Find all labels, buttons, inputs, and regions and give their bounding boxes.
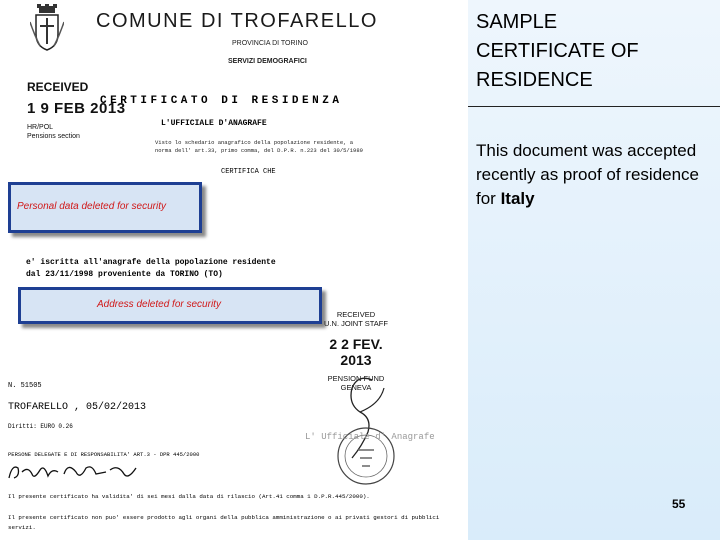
iscritta-line1: e' iscritta all'anagrafe della popolazione residente (26, 258, 276, 267)
validity-note: Il presente certificato ha validita' di sei mesi dalla data di rilascio (Art.41 comma 1 D.P.R.445/2000). (8, 493, 370, 500)
personal-data-redaction (8, 182, 202, 233)
received-stamp (27, 80, 126, 141)
address-redaction-text: Address deleted for security (97, 299, 221, 310)
comune-title: COMUNE DI TROFARELLO (96, 10, 378, 32)
received-line1: HR/POL (27, 124, 54, 131)
certificate-title: CERTIFICATO DI RESIDENZA (100, 95, 343, 107)
ufficiale-sign-2: icial (337, 432, 365, 442)
slide-body-text (476, 139, 716, 211)
received-date: 1 9 FEB 2013 (27, 100, 126, 117)
coat-of-arms-icon (30, 4, 64, 52)
certifica-label: CERTIFICA CHE (221, 168, 276, 176)
personal-data-redaction-text: Personal data deleted for security (17, 201, 166, 212)
iscritta-paragraph (26, 257, 276, 281)
received-dept (27, 123, 126, 141)
visto-paragraph (155, 139, 363, 155)
received-label: RECEIVED (27, 80, 89, 94)
title-divider (468, 106, 720, 107)
un-stamp-line2: U.N. JOINT STAFF (324, 319, 388, 328)
usage-note (8, 513, 439, 533)
slide-title-line1: SAMPLE (476, 11, 558, 33)
slide-title (476, 8, 639, 95)
un-stamp-line4: GENEVA (340, 383, 372, 392)
slide-body-main: This document was accepted recently as proof of residence for (476, 141, 700, 208)
fee-label: Diritti: EURO 0.26 (8, 423, 73, 430)
provincia-label: PROVINCIA DI TORINO (232, 40, 308, 47)
certificate-number: N. 51505 (8, 382, 42, 390)
usage-note-line2: servizi. (8, 524, 36, 531)
usage-note-line1: Il presente certificato non puo' essere prodotto agli organi della pubblica amministrazione o ai privati gestori di pubblici (8, 514, 440, 521)
ufficiale-heading: L'UFFICIALE D'ANAGRAFE (161, 119, 267, 128)
handwritten-signature-icon (6, 458, 141, 484)
slide-title-line3: RESIDENCE (476, 69, 593, 91)
servizi-label: SERVIZI DEMOGRAFICI (228, 58, 307, 65)
place-date: TROFARELLO , 05/02/2013 (8, 402, 147, 413)
un-stamp-line3: PENSION FUND (327, 374, 385, 383)
received-line2: Pensions section (27, 133, 80, 140)
ufficiale-sign-1: L' Uff (305, 432, 338, 442)
address-redaction (18, 287, 322, 324)
un-stamp-line1: RECEIVED (336, 310, 376, 319)
page-number: 55 (672, 497, 686, 511)
un-stamp-date: 2 2 FEV. 2013 (329, 336, 383, 368)
iscritta-line2: dal 23/11/1998 proveniente da TORINO (TO) (26, 270, 223, 279)
visto-line2: norma dell' art.33, primo comma, del D.P.R. n.223 del 30/5/1989 (155, 147, 363, 154)
delegation-label: PERSONE DELEGATE E DI RESPONSABILITA' ART.3 - DPR 445/2000 (8, 451, 200, 458)
visto-line1: Visto lo schedario anagrafico della popolazione residente, a (155, 139, 354, 146)
ufficiale-sign-3: e d' Anagrafe (364, 432, 435, 442)
slide-body-country: Italy (500, 189, 535, 208)
slide-title-line2: CERTIFICATE OF (476, 40, 639, 62)
ufficiale-signature-line (305, 432, 435, 442)
